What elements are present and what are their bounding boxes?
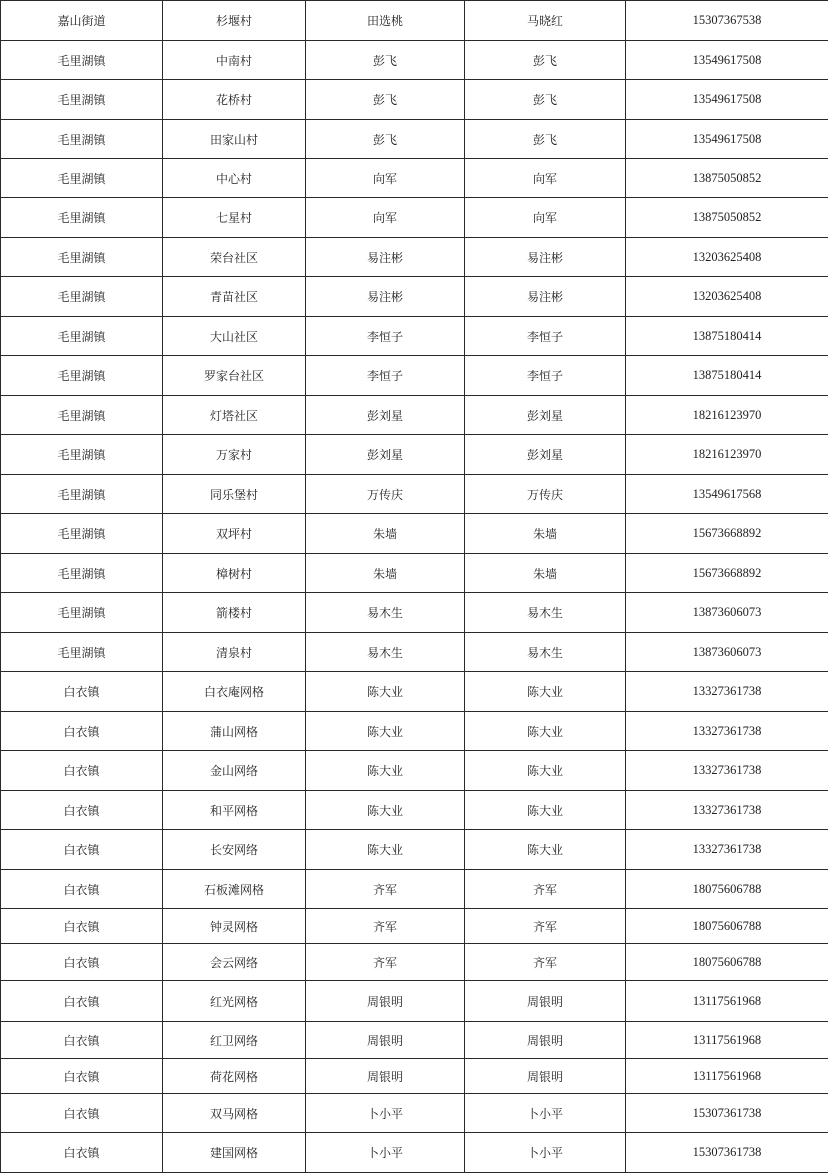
contact-person-cell: 马晓红 [465, 1, 626, 41]
table-row [1, 751, 828, 791]
village-cell: 田家山村 [163, 120, 306, 159]
table-row [1, 672, 828, 712]
village-cell: 建国网格 [163, 1133, 306, 1173]
table-row [1, 593, 828, 633]
phone-cell: 13549617568 [626, 475, 828, 514]
township-cell: 白衣镇 [1, 1022, 163, 1059]
village-cell: 同乐堡村 [163, 475, 306, 514]
village-cell: 箭楼村 [163, 593, 306, 633]
contact-person-cell: 陈大业 [465, 830, 626, 870]
contact-person-cell: 彭飞 [465, 80, 626, 120]
table-row [1, 435, 828, 475]
contact-person-cell: 齐军 [465, 944, 626, 981]
village-cell: 荣台社区 [163, 238, 306, 277]
contact-person-cell: 易注彬 [465, 277, 626, 317]
responsible-person-cell: 万传庆 [306, 475, 465, 514]
contact-person-cell: 易木生 [465, 593, 626, 633]
village-cell: 长安网络 [163, 830, 306, 870]
contact-person-cell: 陈大业 [465, 672, 626, 712]
village-cell: 樟树村 [163, 554, 306, 593]
responsible-person-cell: 齐军 [306, 870, 465, 909]
village-cell: 花桥村 [163, 80, 306, 120]
village-cell: 灯塔社区 [163, 396, 306, 435]
contact-person-cell: 周银明 [465, 981, 626, 1022]
township-cell: 白衣镇 [1, 1094, 163, 1133]
township-cell: 毛里湖镇 [1, 277, 163, 317]
contact-person-cell: 齐军 [465, 909, 626, 944]
contact-person-cell: 彭刘星 [465, 435, 626, 475]
township-cell: 白衣镇 [1, 1133, 163, 1173]
contact-person-cell: 陈大业 [465, 712, 626, 751]
responsible-person-cell: 齐军 [306, 909, 465, 944]
township-cell: 毛里湖镇 [1, 435, 163, 475]
contact-person-cell: 齐军 [465, 870, 626, 909]
responsible-person-cell: 田选桃 [306, 1, 465, 41]
responsible-person-cell: 彭飞 [306, 41, 465, 80]
contact-person-cell: 卜小平 [465, 1133, 626, 1173]
phone-cell: 13203625408 [626, 277, 828, 317]
responsible-person-cell: 李恒子 [306, 356, 465, 396]
responsible-person-cell: 易注彬 [306, 238, 465, 277]
township-cell: 毛里湖镇 [1, 80, 163, 120]
table-row [1, 791, 828, 830]
township-cell: 白衣镇 [1, 791, 163, 830]
phone-cell: 13549617508 [626, 41, 828, 80]
village-cell: 双坪村 [163, 514, 306, 554]
township-cell: 毛里湖镇 [1, 475, 163, 514]
contact-person-cell: 陈大业 [465, 791, 626, 830]
village-cell: 红卫网络 [163, 1022, 306, 1059]
phone-cell: 13327361738 [626, 712, 828, 751]
phone-cell: 13875050852 [626, 159, 828, 198]
contact-person-cell: 向军 [465, 198, 626, 238]
township-cell: 毛里湖镇 [1, 633, 163, 672]
table-row [1, 944, 828, 981]
township-cell: 毛里湖镇 [1, 514, 163, 554]
table-row [1, 870, 828, 909]
contact-person-cell: 朱墙 [465, 554, 626, 593]
township-cell: 白衣镇 [1, 909, 163, 944]
responsible-person-cell: 易木生 [306, 633, 465, 672]
township-cell: 毛里湖镇 [1, 198, 163, 238]
township-cell: 白衣镇 [1, 712, 163, 751]
responsible-person-cell: 朱墙 [306, 554, 465, 593]
responsible-person-cell: 彭飞 [306, 120, 465, 159]
phone-cell: 18075606788 [626, 909, 828, 944]
table-row [1, 277, 828, 317]
table-row [1, 1022, 828, 1059]
phone-cell: 15307367538 [626, 1, 828, 41]
township-cell: 毛里湖镇 [1, 554, 163, 593]
responsible-person-cell: 李恒子 [306, 317, 465, 356]
village-cell: 会云网络 [163, 944, 306, 981]
township-cell: 毛里湖镇 [1, 159, 163, 198]
table-row [1, 198, 828, 238]
township-cell: 毛里湖镇 [1, 41, 163, 80]
responsible-person-cell: 齐军 [306, 944, 465, 981]
responsible-person-cell: 周银明 [306, 1022, 465, 1059]
phone-cell: 13327361738 [626, 751, 828, 791]
table-row [1, 1059, 828, 1094]
phone-cell: 18075606788 [626, 944, 828, 981]
table-row [1, 356, 828, 396]
table-row [1, 1, 828, 41]
contact-person-cell: 李恒子 [465, 317, 626, 356]
table-row [1, 80, 828, 120]
contact-person-cell: 彭刘星 [465, 396, 626, 435]
village-cell: 金山网络 [163, 751, 306, 791]
contact-person-cell: 彭飞 [465, 41, 626, 80]
table-row [1, 475, 828, 514]
responsible-person-cell: 卜小平 [306, 1094, 465, 1133]
phone-cell: 13875050852 [626, 198, 828, 238]
village-cell: 清泉村 [163, 633, 306, 672]
village-cell: 大山社区 [163, 317, 306, 356]
village-cell: 中南村 [163, 41, 306, 80]
township-cell: 白衣镇 [1, 672, 163, 712]
responsible-person-cell: 陈大业 [306, 751, 465, 791]
phone-cell: 13117561968 [626, 981, 828, 1022]
village-cell: 蒲山网格 [163, 712, 306, 751]
phone-cell: 13549617508 [626, 80, 828, 120]
responsible-person-cell: 陈大业 [306, 712, 465, 751]
responsible-person-cell: 易注彬 [306, 277, 465, 317]
phone-cell: 15673668892 [626, 554, 828, 593]
village-cell: 七星村 [163, 198, 306, 238]
table-row [1, 120, 828, 159]
responsible-person-cell: 彭刘星 [306, 396, 465, 435]
table-row [1, 633, 828, 672]
table-row [1, 514, 828, 554]
table-row [1, 830, 828, 870]
township-cell: 白衣镇 [1, 751, 163, 791]
table-row [1, 981, 828, 1022]
village-cell: 罗家台社区 [163, 356, 306, 396]
phone-cell: 13117561968 [626, 1022, 828, 1059]
contact-person-cell: 向军 [465, 159, 626, 198]
responsible-person-cell: 周银明 [306, 1059, 465, 1094]
contact-person-cell: 陈大业 [465, 751, 626, 791]
village-cell: 白衣庵网格 [163, 672, 306, 712]
responsible-person-cell: 陈大业 [306, 672, 465, 712]
township-cell: 白衣镇 [1, 870, 163, 909]
township-cell: 白衣镇 [1, 1059, 163, 1094]
village-cell: 万家村 [163, 435, 306, 475]
phone-cell: 13873606073 [626, 593, 828, 633]
table-body [1, 1, 828, 1173]
village-cell: 钟灵网格 [163, 909, 306, 944]
table-row [1, 238, 828, 277]
phone-cell: 13873606073 [626, 633, 828, 672]
phone-cell: 13327361738 [626, 672, 828, 712]
phone-cell: 13327361738 [626, 830, 828, 870]
responsible-person-cell: 周银明 [306, 981, 465, 1022]
responsible-person-cell: 彭飞 [306, 80, 465, 120]
contact-person-cell: 卜小平 [465, 1094, 626, 1133]
phone-cell: 18216123970 [626, 396, 828, 435]
table-row [1, 909, 828, 944]
contact-person-cell: 万传庆 [465, 475, 626, 514]
village-cell: 红光网格 [163, 981, 306, 1022]
village-cell: 石板滩网格 [163, 870, 306, 909]
village-cell: 和平网格 [163, 791, 306, 830]
responsible-person-cell: 向军 [306, 159, 465, 198]
phone-cell: 15307361738 [626, 1094, 828, 1133]
phone-cell: 18075606788 [626, 870, 828, 909]
contact-person-cell: 李恒子 [465, 356, 626, 396]
township-cell: 白衣镇 [1, 830, 163, 870]
phone-cell: 15307361738 [626, 1133, 828, 1173]
township-cell: 毛里湖镇 [1, 356, 163, 396]
responsible-person-cell: 彭刘星 [306, 435, 465, 475]
township-cell: 白衣镇 [1, 981, 163, 1022]
phone-cell: 13117561968 [626, 1059, 828, 1094]
village-cell: 中心村 [163, 159, 306, 198]
township-cell: 毛里湖镇 [1, 317, 163, 356]
township-cell: 毛里湖镇 [1, 238, 163, 277]
township-cell: 毛里湖镇 [1, 396, 163, 435]
phone-cell: 13327361738 [626, 791, 828, 830]
phone-cell: 13875180414 [626, 317, 828, 356]
table-row [1, 396, 828, 435]
responsible-person-cell: 易木生 [306, 593, 465, 633]
table-row [1, 712, 828, 751]
township-cell: 嘉山街道 [1, 1, 163, 41]
phone-cell: 18216123970 [626, 435, 828, 475]
village-cell: 双马网格 [163, 1094, 306, 1133]
contact-person-cell: 周银明 [465, 1022, 626, 1059]
township-cell: 白衣镇 [1, 944, 163, 981]
table-row [1, 317, 828, 356]
contact-person-cell: 易注彬 [465, 238, 626, 277]
table-row [1, 1094, 828, 1133]
phone-cell: 13875180414 [626, 356, 828, 396]
table-row [1, 159, 828, 198]
contact-person-cell: 易木生 [465, 633, 626, 672]
phone-cell: 15673668892 [626, 514, 828, 554]
responsible-person-cell: 陈大业 [306, 791, 465, 830]
phone-cell: 13203625408 [626, 238, 828, 277]
township-cell: 毛里湖镇 [1, 120, 163, 159]
village-cell: 杉堰村 [163, 1, 306, 41]
table-row [1, 41, 828, 80]
village-cell: 青苗社区 [163, 277, 306, 317]
contact-person-cell: 朱墙 [465, 514, 626, 554]
contact-person-cell: 彭飞 [465, 120, 626, 159]
responsible-person-cell: 向军 [306, 198, 465, 238]
township-cell: 毛里湖镇 [1, 593, 163, 633]
village-cell: 荷花网格 [163, 1059, 306, 1094]
contact-person-cell: 周银明 [465, 1059, 626, 1094]
phone-cell: 13549617508 [626, 120, 828, 159]
table-row [1, 1133, 828, 1173]
table-row [1, 554, 828, 593]
responsible-person-cell: 朱墙 [306, 514, 465, 554]
responsible-person-cell: 陈大业 [306, 830, 465, 870]
responsible-person-cell: 卜小平 [306, 1133, 465, 1173]
